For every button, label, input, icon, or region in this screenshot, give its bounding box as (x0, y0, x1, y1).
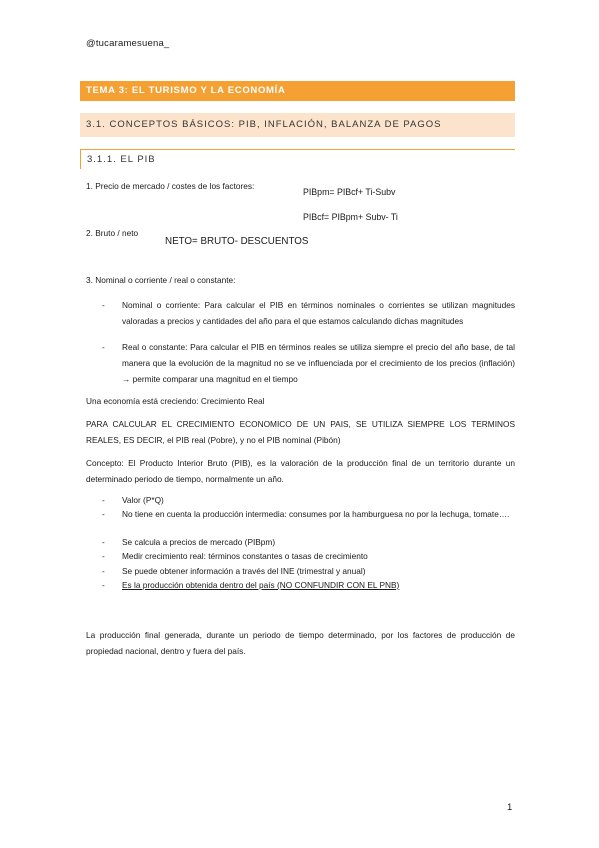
item-1-label: 1. Precio de mercado / costes de los factores: (86, 181, 255, 191)
list-item-text: Nominal o corriente: Para calcular el PIB en términos nominales o corrientes se utilizan magnitudes valoradas a precios y cantidades del año para el que estamos calculando dichas magnitudes (122, 300, 515, 326)
subsection-heading: 3.1.1. EL PIB (80, 149, 515, 169)
list-item-real (102, 339, 515, 387)
list-item-pnb (102, 577, 515, 593)
formula-pibpm: PIBpm= PIBcf+ Ti-Subv (303, 187, 396, 197)
list-item-text: Se puede obtener información a través del INE (trimestral y anual) (122, 566, 366, 576)
list-dash: - (102, 566, 105, 576)
paragraph-economia: Una economía está creciendo: Crecimiento Real (86, 396, 265, 406)
list-item-text: Real o constante: Para calcular el PIB en términos reales se utiliza siempre el precio del año base, de tal manera que la evolución de la magnitud no se ve influenciada por el crecimiento de los precios (inflación) → permite comparar una magnitud en el tiempo (122, 342, 515, 384)
page-number: 1 (507, 802, 513, 813)
list-dash: - (102, 509, 105, 519)
item-3-label: 3. Nominal o corriente / real o constante: (86, 275, 236, 285)
paragraph-calcular: PARA CALCULAR EL CRECIMIENTO ECONOMICO DE UN PAIS, SE UTILIZA SIEMPRE LOS TERMINOS REALES, ES DECIR, el PIB real (Pobre), y no el PIB nominal (Pibón) (86, 419, 515, 445)
item-2-label: 2. Bruto / neto (86, 228, 139, 238)
list-dash: - (102, 342, 105, 352)
list-item-nominal (102, 297, 515, 329)
list-item-text: No tiene en cuenta la producción intermedia: consumes por la hamburguesa no por la lechuga, tomate…. (122, 509, 510, 519)
list-item-text: Medir crecimiento real: términos constantes o tasas de crecimiento (122, 551, 368, 561)
paragraph-concepto: Concepto: El Producto Interior Bruto (PIB), es la valoración de la producción final de un territorio durante un determinado periodo de tiempo, normalmente un año. (86, 458, 515, 484)
list-item-text: Valor (P*Q) (122, 495, 164, 505)
formula-neto: NETO= BRUTO- DESCUENTOS (165, 236, 309, 247)
formula-pibcf: PIBcf= PIBpm+ Subv- Ti (303, 212, 398, 222)
list-dash: - (102, 551, 105, 561)
author-handle: @tucaramesuena_ (86, 38, 170, 49)
list-dash: - (102, 300, 105, 310)
list-item-text: Se calcula a precios de mercado (PIBpm) (122, 537, 276, 547)
list-dash: - (102, 580, 105, 590)
list-dash: - (102, 537, 105, 547)
list-item-intermedia (102, 506, 515, 522)
list-item-crecimiento (102, 548, 515, 564)
section-heading: 3.1. CONCEPTOS BÁSICOS: PIB, INFLACIÓN, BALANZA DE PAGOS (80, 113, 515, 137)
list-dash: - (102, 495, 105, 505)
chapter-heading: TEMA 3: EL TURISMO Y LA ECONOMÍA (80, 81, 515, 101)
list-item-text: Es la producción obtenida dentro del país (NO CONFUNDIR CON EL PNB) (122, 580, 400, 590)
paragraph-produccion-final: La producción final generada, durante un periodo de tiempo determinado, por los factores de producción de propiedad nacional, dentro y fuera del país. (86, 630, 515, 656)
